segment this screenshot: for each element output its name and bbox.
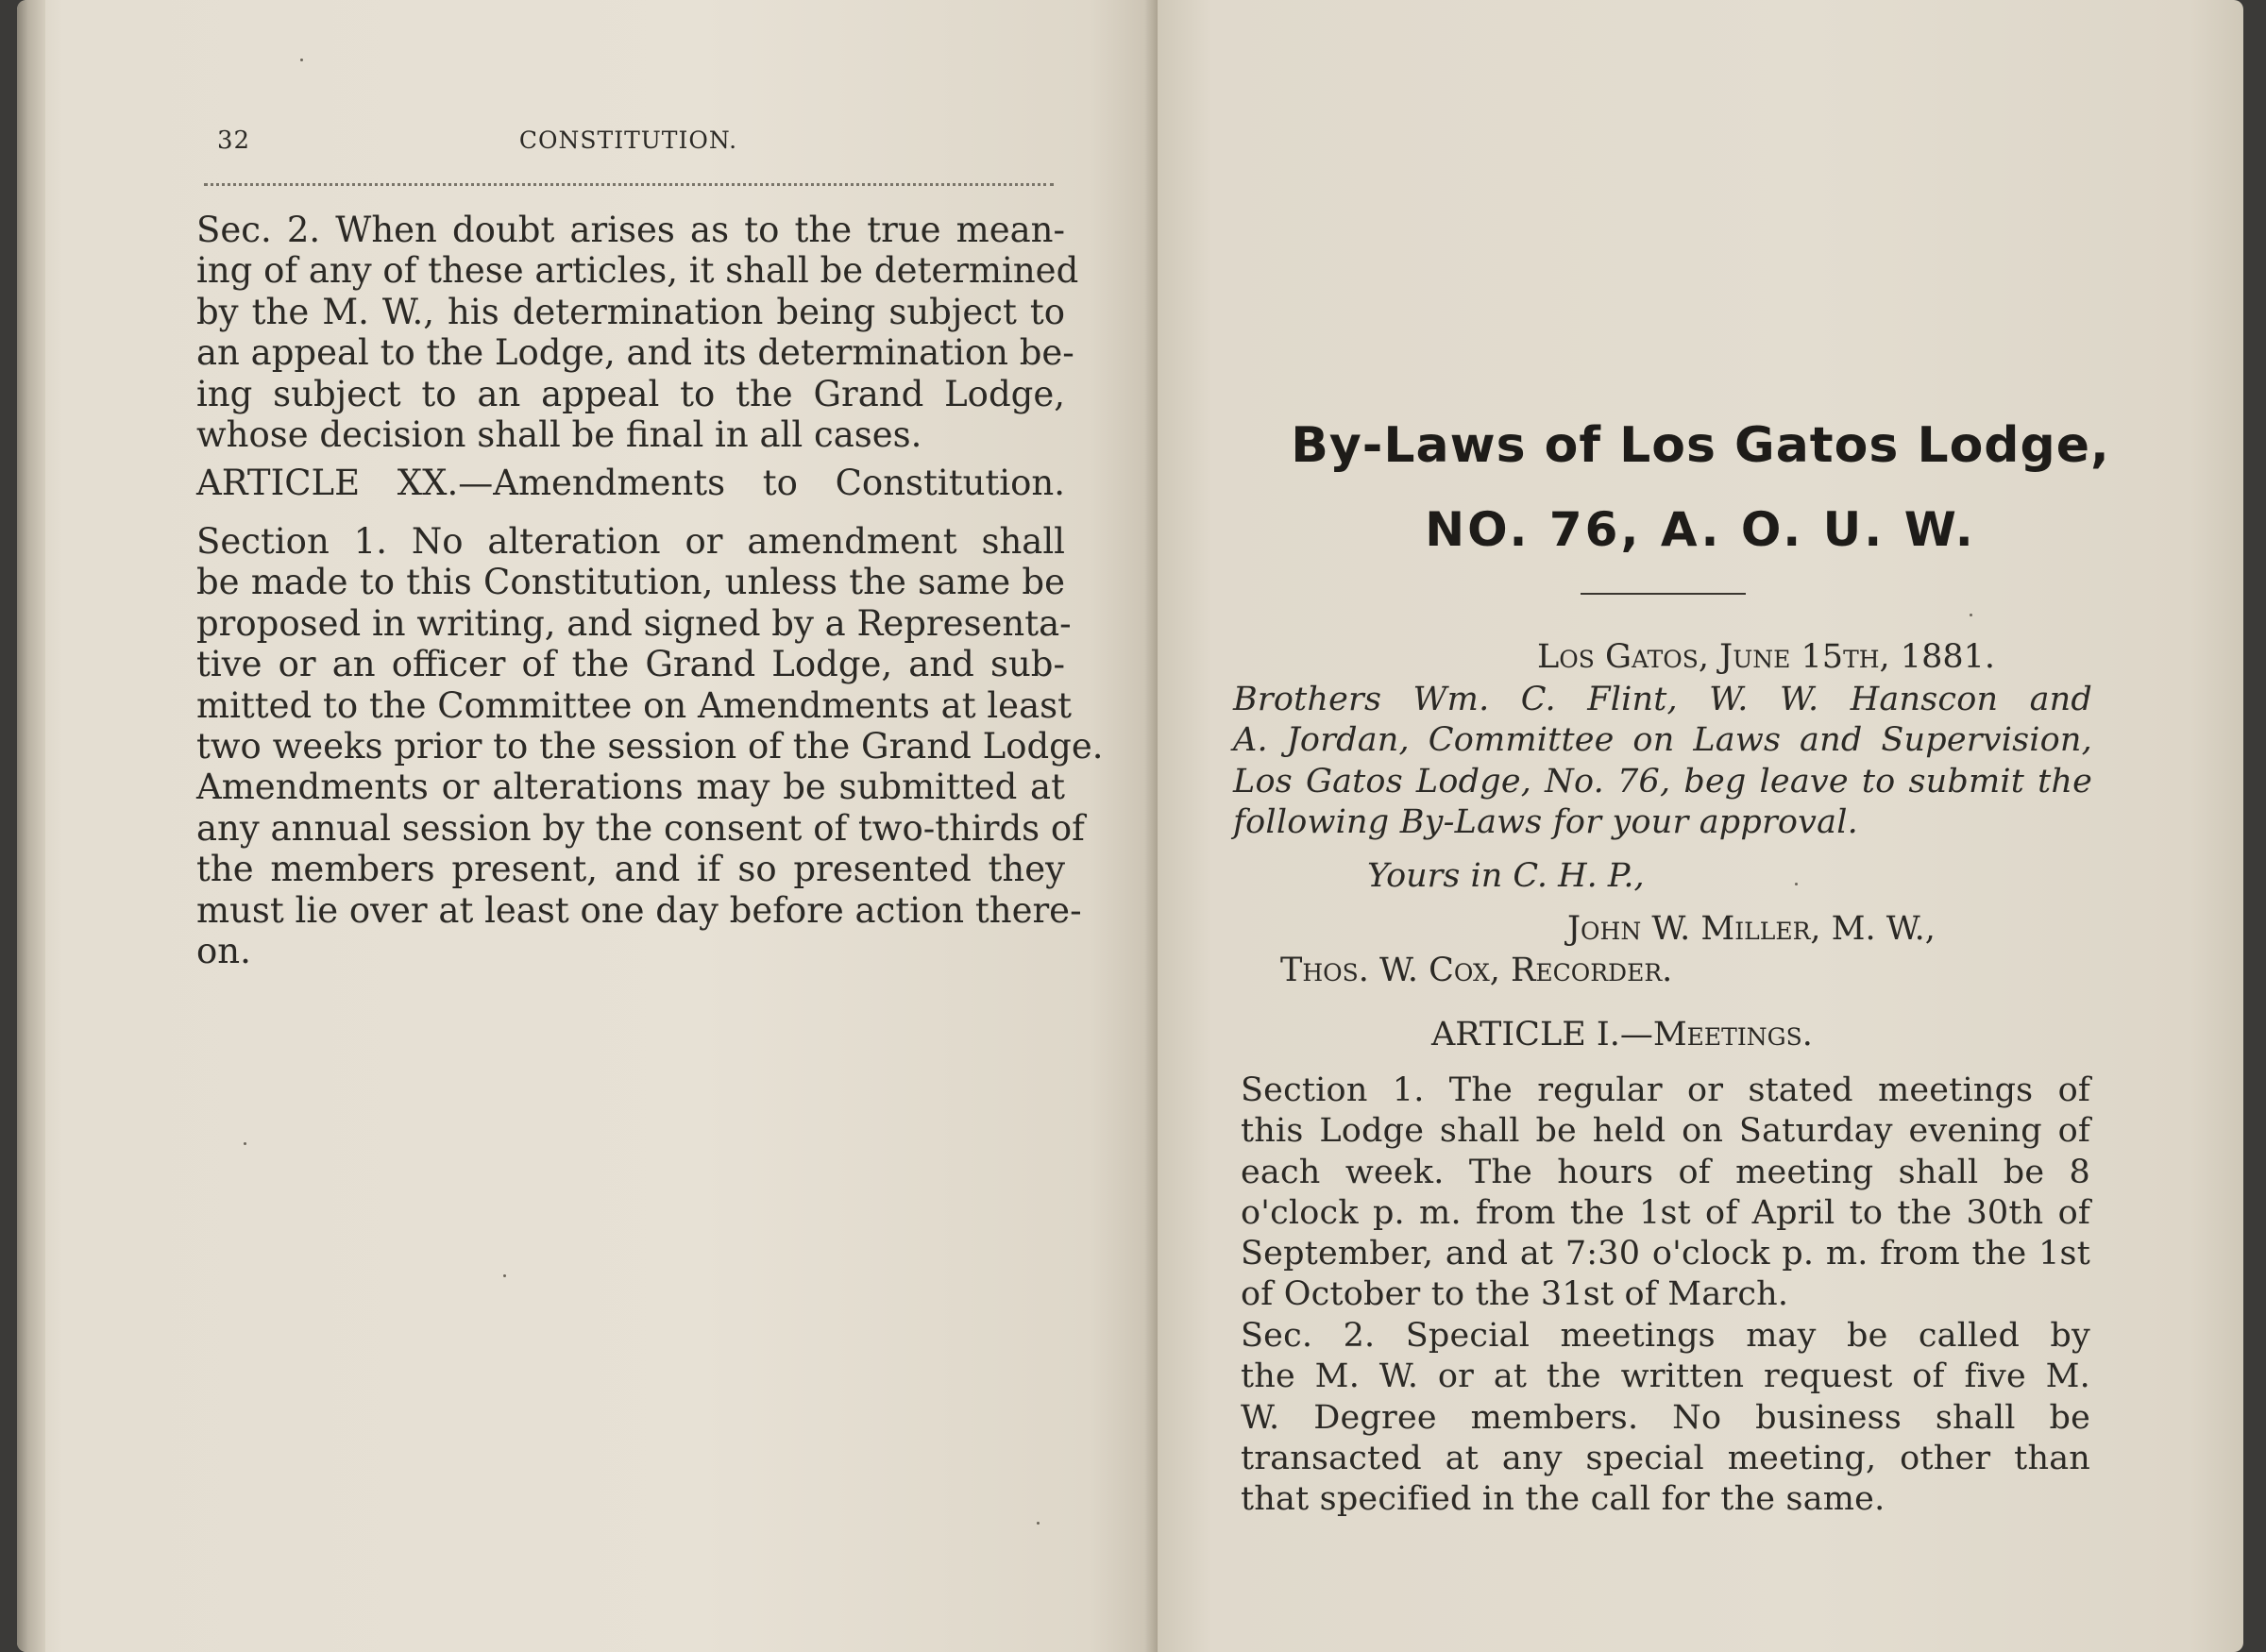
committee-address [1233,680,2092,843]
text-line: mitted to the Committee on Amendments at least [196,684,1072,726]
paper-speck [1795,883,1798,885]
text-line: o'clock p. m. from the 1st of April to the 30th of [1241,1193,2090,1232]
text-line: September, and at 7:30 o'clock p. m. from the 1st [1241,1235,2090,1273]
text-line: an appeal to the Lodge, and its determination be- [196,332,1074,374]
text-line: Sec. 2. When doubt arises as to the true mean- [196,210,1065,250]
page-edge [17,0,45,1652]
text-line: tive or an officer of the Grand Lodge, and sub- [196,644,1065,685]
text-line: ing subject to an appeal to the Grand Lodge, [196,373,1065,414]
bylaws-title: By-Laws of Los Gatos Lodge, [1291,417,2110,474]
article-heading: ARTICLE XX.—Amendments to Constitution. [196,463,1065,503]
paper-speck [244,1142,246,1145]
text-line: of October to the 31st of March. [1241,1275,1789,1314]
text-line: on. [196,931,251,972]
signature-miller: John W. Miller, M. W., [1567,910,1936,948]
text-line: must lie over at least one day before action there- [196,889,1082,931]
left-page [17,0,1158,1652]
paper-speck [503,1274,506,1277]
section-1-paragraph [1241,1070,2090,1316]
section-2-paragraph [196,210,1079,456]
text-line: by the M. W., his determination being subject to [196,291,1065,332]
running-title: CONSTITUTION. [518,126,738,154]
signature-cox: Thos. W. Cox, Recorder. [1280,952,1673,989]
text-line: transacted at any special meeting, other than [1241,1439,2090,1477]
text-line: A. Jordan, Committee on Laws and Supervision, [1233,721,2092,760]
text-line: Los Gatos Lodge, No. 76, beg leave to submit the [1233,762,2092,801]
paper-speck [1037,1522,1040,1525]
text-line: be made to this Constitution, unless the same be [196,562,1065,603]
text-line: proposed in writing, and signed by a Representa- [196,602,1072,644]
dotted-rule [204,183,1054,186]
place-date: Los Gatos, June 15th, 1881. [1537,638,1995,676]
text-line: this Lodge shall be held on Saturday evening of [1241,1112,2090,1151]
text-line: Brothers Wm. C. Flint, W. W. Hanscon and [1233,681,2092,718]
text-line: Section 1. The regular or stated meetings of [1241,1071,2090,1109]
text-line: the members present, and if so presented they [196,849,1065,890]
text-line: the M. W. or at the written request of five M. [1241,1357,2090,1396]
section-1-paragraph [196,521,1104,972]
text-line: two weeks prior to the session of the Grand Lodge. [196,726,1104,767]
page-number: 32 [217,126,251,155]
text-line: Sec. 2. Special meetings may be called by [1241,1317,2090,1355]
paper-speck [300,59,303,61]
text-line: Section 1. No alteration or amendment shall [196,521,1065,562]
text-line: following By-Laws for your approval. [1233,802,1858,841]
text-line: any annual session by the consent of two-thirds of [196,807,1085,849]
text-line: ing of any of these articles, it shall be determined [196,250,1079,292]
text-line: whose decision shall be final in all cases. [196,414,922,456]
text-line: each week. The hours of meeting shall be 8 [1241,1153,2090,1191]
lodge-number-title: NO. 76, A. O. U. W. [1425,502,1976,557]
right-page [1158,0,2243,1652]
article-heading: ARTICLE I.—Meetings. [1431,1016,1813,1054]
running-head [196,121,1060,159]
title-rule [1581,593,1746,595]
closing: Yours in C. H. P., [1367,857,1645,895]
section-2-paragraph [1241,1316,2090,1520]
text-line: that specified in the call for the same. [1241,1480,1886,1519]
text-line: Amendments or alterations may be submitted at [196,767,1065,808]
paper-speck [1970,614,1972,616]
text-line: W. Degree members. No business shall be [1241,1398,2090,1437]
